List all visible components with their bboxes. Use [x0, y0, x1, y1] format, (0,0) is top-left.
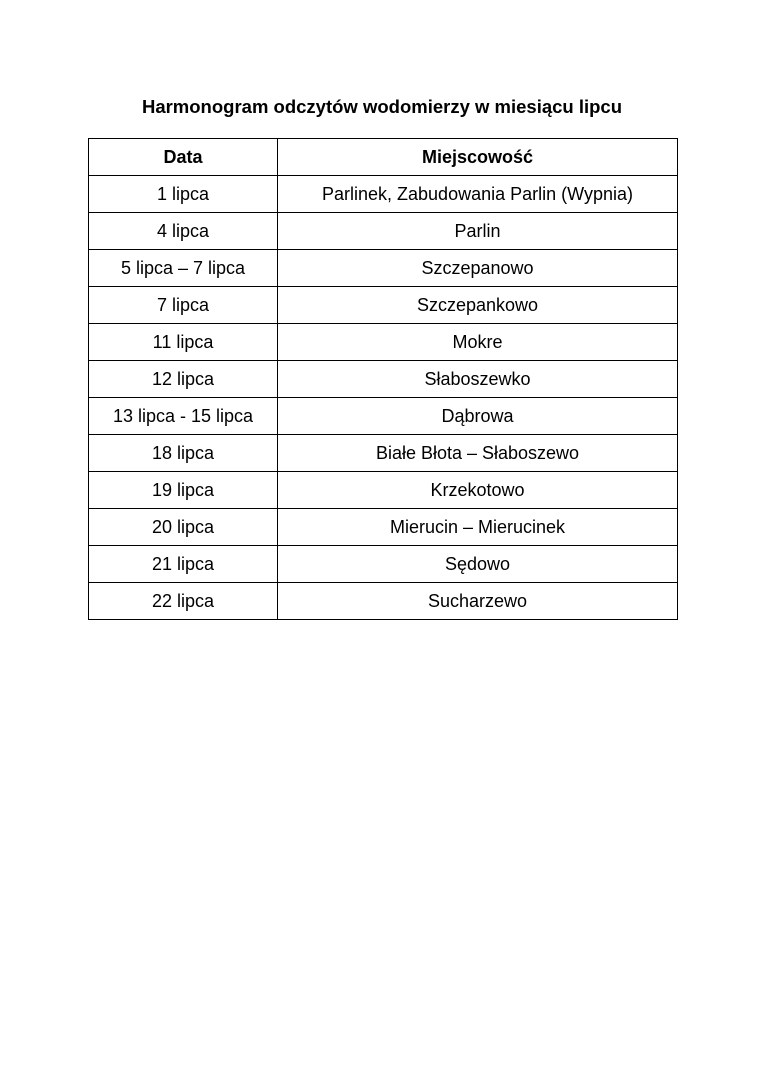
row-place: Parlinek, Zabudowania Parlin (Wypnia): [278, 176, 678, 213]
row-date: 4 lipca: [89, 213, 278, 250]
row-place: Parlin: [278, 213, 678, 250]
row-place: Słaboszewko: [278, 361, 678, 398]
row-place: Białe Błota – Słaboszewo: [278, 435, 678, 472]
table-row: [89, 435, 678, 472]
row-date: 11 lipca: [89, 324, 278, 361]
row-place: Krzekotowo: [278, 472, 678, 509]
table-header-row: [89, 139, 678, 176]
table-row: [89, 398, 678, 435]
row-date: 7 lipca: [89, 287, 278, 324]
table-row: [89, 361, 678, 398]
table-row: [89, 546, 678, 583]
table-row: [89, 213, 678, 250]
row-date: 18 lipca: [89, 435, 278, 472]
row-place: Dąbrowa: [278, 398, 678, 435]
row-place: Mierucin – Mierucinek: [278, 509, 678, 546]
row-place: Sędowo: [278, 546, 678, 583]
row-place: Szczepanowo: [278, 250, 678, 287]
header-place: Miejscowość: [278, 139, 678, 176]
row-date: 21 lipca: [89, 546, 278, 583]
row-date: 19 lipca: [89, 472, 278, 509]
row-place: Mokre: [278, 324, 678, 361]
row-date: 1 lipca: [89, 176, 278, 213]
row-date: 22 lipca: [89, 583, 278, 620]
row-date: 13 lipca - 15 lipca: [89, 398, 278, 435]
header-date: Data: [89, 139, 278, 176]
table-row: [89, 250, 678, 287]
table-row: [89, 509, 678, 546]
row-date: 12 lipca: [89, 361, 278, 398]
row-place: Szczepankowo: [278, 287, 678, 324]
table-row: [89, 176, 678, 213]
row-date: 20 lipca: [89, 509, 278, 546]
row-date: 5 lipca – 7 lipca: [89, 250, 278, 287]
table-row: [89, 472, 678, 509]
table-row: [89, 324, 678, 361]
table-row: [89, 583, 678, 620]
page-title: Harmonogram odczytów wodomierzy w miesiącu lipcu: [141, 96, 623, 117]
table-row: [89, 287, 678, 324]
schedule-table: [88, 138, 678, 620]
row-place: Sucharzewo: [278, 583, 678, 620]
